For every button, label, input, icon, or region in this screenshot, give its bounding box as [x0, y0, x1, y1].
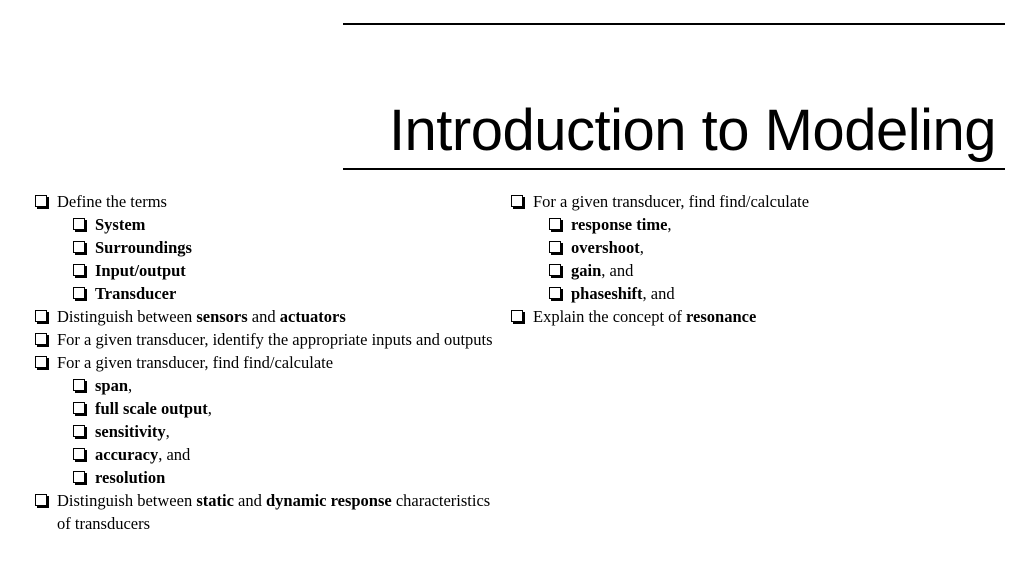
sub-bullet-surroundings: Surroundings: [72, 236, 504, 259]
left-bullet-list: [34, 190, 504, 535]
checkbox-bullet-icon: [73, 448, 85, 460]
checkbox-bullet-icon: [73, 425, 85, 437]
checkbox-bullet-icon: [549, 218, 561, 230]
top-rule: [343, 23, 1005, 25]
bullet-static-calculations: For a given transducer, find find/calculate: [34, 351, 504, 374]
bullet-identify-inputs-outputs: For a given transducer, identify the appropriate inputs and outputs: [34, 328, 504, 351]
right-bullet-list: [510, 190, 1010, 328]
checkbox-bullet-icon: [73, 241, 85, 253]
checkbox-bullet-icon: [35, 195, 47, 207]
bullet-static-dynamic-response: Distinguish between static and dynamic response characteristics of transducers: [34, 489, 504, 535]
checkbox-bullet-icon: [35, 310, 47, 322]
checkbox-bullet-icon: [35, 356, 47, 368]
sub-bullet-resolution: resolution: [72, 466, 504, 489]
checkbox-bullet-icon: [549, 264, 561, 276]
sub-bullet-span: span,: [72, 374, 504, 397]
bullet-define-terms: Define the terms: [34, 190, 504, 213]
checkbox-bullet-icon: [511, 195, 523, 207]
sub-bullet-response-time: response time,: [548, 213, 1010, 236]
checkbox-bullet-icon: [73, 471, 85, 483]
checkbox-bullet-icon: [549, 287, 561, 299]
sub-bullet-phaseshift: phaseshift, and: [548, 282, 1010, 305]
bullet-dynamic-calculations: For a given transducer, find find/calculate: [510, 190, 1010, 213]
right-column: [510, 190, 1010, 328]
bullet-resonance: Explain the concept of resonance: [510, 305, 1010, 328]
bullet-sensors-actuators: Distinguish between sensors and actuators: [34, 305, 504, 328]
left-column: [34, 190, 504, 535]
checkbox-bullet-icon: [73, 402, 85, 414]
sub-bullet-overshoot: overshoot,: [548, 236, 1010, 259]
title-underline: [343, 168, 1005, 170]
slide-title: Introduction to Modeling: [388, 98, 996, 163]
checkbox-bullet-icon: [35, 333, 47, 345]
checkbox-bullet-icon: [73, 218, 85, 230]
sub-bullet-sensitivity: sensitivity,: [72, 420, 504, 443]
checkbox-bullet-icon: [549, 241, 561, 253]
sub-bullet-transducer: Transducer: [72, 282, 504, 305]
sub-bullet-system: System: [72, 213, 504, 236]
checkbox-bullet-icon: [73, 264, 85, 276]
checkbox-bullet-icon: [73, 287, 85, 299]
checkbox-bullet-icon: [511, 310, 523, 322]
checkbox-bullet-icon: [73, 379, 85, 391]
sub-bullet-accuracy: accuracy, and: [72, 443, 504, 466]
sub-bullet-gain: gain, and: [548, 259, 1010, 282]
sub-bullet-full-scale-output: full scale output,: [72, 397, 504, 420]
checkbox-bullet-icon: [35, 494, 47, 506]
sub-bullet-input-output: Input/output: [72, 259, 504, 282]
